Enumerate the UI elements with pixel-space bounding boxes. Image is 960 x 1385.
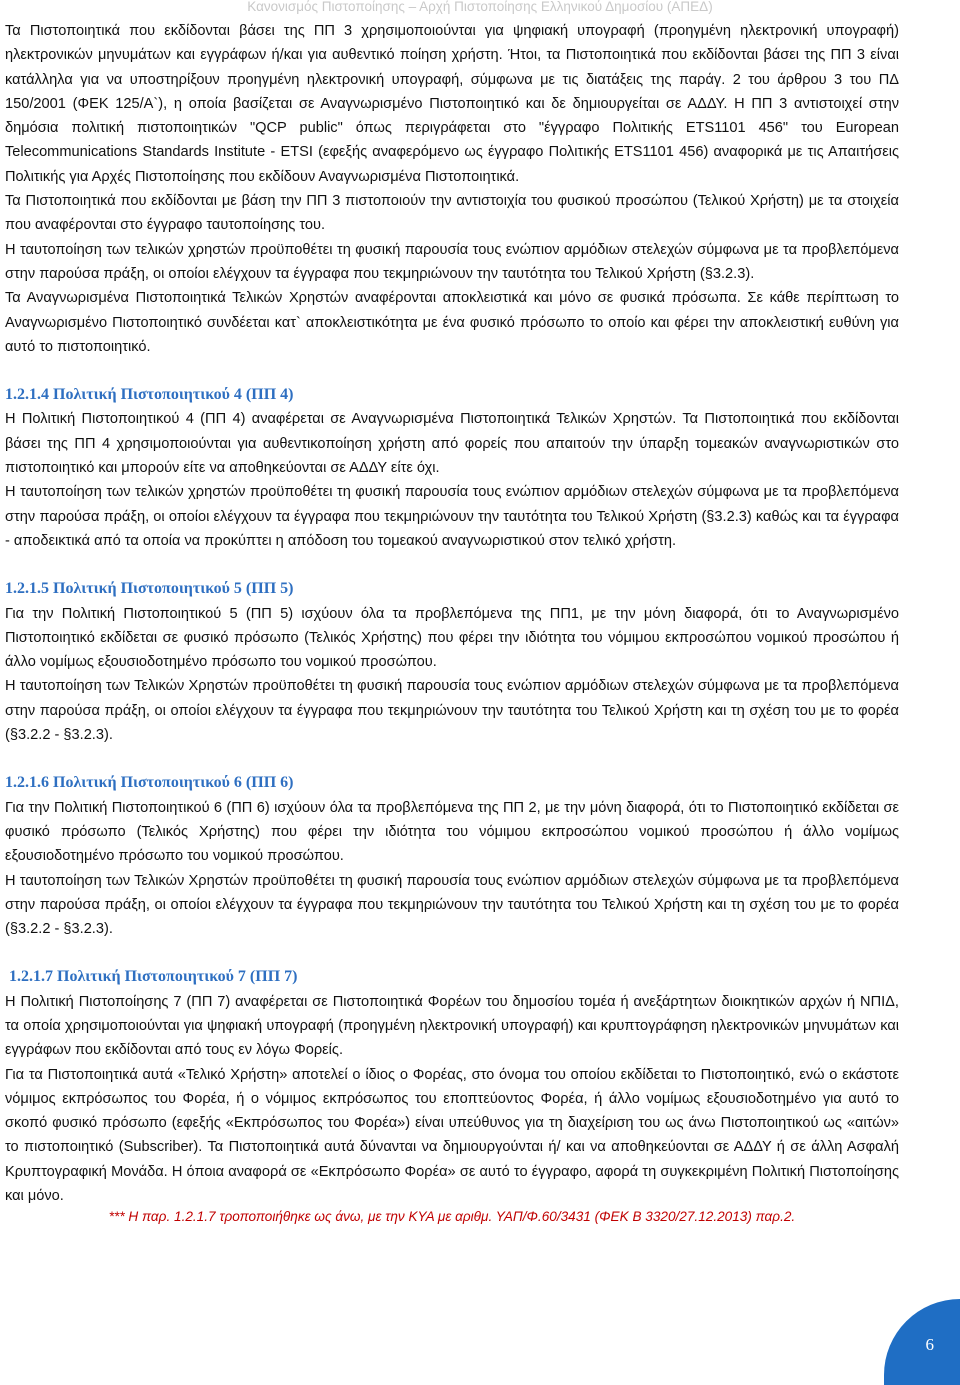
paragraph: Για την Πολιτική Πιστοποιητικού 5 (ΠΠ 5) ισχύουν όλα τα προβλεπόμενα της ΠΠ1, με την μόνη διαφορά, ότι το Αναγνωρισμένο Πιστοποιητικό εκδίδεται σε φυσικό πρόσωπο (Τελικός Χρήστης) που φέρει την ιδιότητα του νόμιμου εκπροσώπου νομικού προσώπου ή άλλο νομίμως εξουσιοδοτημένο πρόσωπο του νομικού προσώπου. — [5, 605, 899, 671]
paragraph: Η Πολιτική Πιστοποίησης 7 (ΠΠ 7) αναφέρεται σε Πιστοποιητικά Φορέων του δημοσίου τομέα ή ανεξάρτητων διοικητικών αρχών ή ΝΠΙΔ, τα οποία χρησιμοποιούνται για ψηφιακή υπογραφή (προηγμένη ηλεκτρονική υπογραφή) και κρυπτογράφηση ηλεκτρονικών μηνυμάτων και εγγράφων που εκδίδονται από τους εν λόγω Φορείς. — [5, 993, 899, 1059]
page-number: 6 — [925, 1335, 934, 1354]
paragraph: Για τα Πιστοποιητικά αυτά «Τελικό Χρήστη» αποτελεί ο ίδιος ο Φορέας, στο όνομα του οποίου εκδίδεται το Πιστοποιητικό, ενώ ο εκάστοτε νόμιμος εκπρόσωπος του Φορέα, ή ο νόμιμος εκπρόσωπος του εποπτεύοντος Φορέα, ή άλλο νομίμως εξουσιοδοτημένο για αυτό το σκοπό φυσικό πρόσωπο (εφεξής «Εκπρόσωπος του Φορέα») είναι υπεύθυνος για τη διαχείριση του ως άνω Πιστοποιητικού ως «αιτών» το πιστοποιητικό (Subscriber). Τα Πιστοποιητικά αυτά δύνανται να δημιουργούνται ή/ και να αποθηκεύονται σε ΑΔΔΥ ή σε άλλη Ασφαλή Κρυπτογραφική Μονάδα. Η όποια αναφορά σε «Εκπρόσωπο Φορέα» σε αυτό το έγγραφο, αφορά τη συγκεκριμένη Πολιτική Πιστοποίησης και μόνο. — [5, 1066, 899, 1205]
document-body — [5, 19, 899, 1226]
paragraph: Τα Αναγνωρισμένα Πιστοποιητικά Τελικών Χρηστών αναφέρονται αποκλειστικά και μόνο σε φυσικά πρόσωπα. Σε κάθε περίπτωση το Αναγνωρισμένο Πιστοποιητικό συνδέεται κατ` αποκλειστικότητα με ένα φυσικό πρόσωπο το οποίο και φέρει την αποκλειστική ευθύνη για αυτό το πιστοποιητικό. — [5, 290, 899, 355]
section-heading-1-2-1-6: 1.2.1.6 Πολιτική Πιστοποιητικού 6 (ΠΠ 6) — [5, 774, 294, 792]
paragraph: Η ταυτοποίηση των τελικών χρηστών προϋποθέτει τη φυσική παρουσία τους ενώπιον αρμόδιων στελεχών σύμφωνα με τα προβλεπόμενα στην παρούσα πράξη, οι οποίοι ελέγχουν τα έγγραφα που τεκμηριώνουν την ταυτότητα του Τελικού Χρήστη (§3.2.3). — [5, 241, 899, 282]
section-heading-1-2-1-7: 1.2.1.7 Πολιτική Πιστοποιητικού 7 (ΠΠ 7) — [9, 968, 298, 986]
paragraph: Η ταυτοποίηση των Τελικών Χρηστών προϋποθέτει τη φυσική παρουσία τους ενώπιον αρμόδιων στελεχών σύμφωνα με τα προβλεπόμενα στην παρούσα πράξη, οι οποίοι ελέγχουν τα έγγραφα που τεκμηριώνουν την ταυτότητα του Τελικού Χρήστη και τη σχέση του με το φορέα (§3.2.2 - §3.2.3). — [5, 678, 899, 744]
section-heading-1-2-1-5: 1.2.1.5 Πολιτική Πιστοποιητικού 5 (ΠΠ 5) — [5, 580, 294, 598]
amendment-note: *** Η παρ. 1.2.1.7 τροποποιήθηκε ως άνω, με την ΚΥΑ με αριθμ. ΥΑΠ/Φ.60/3431 (ΦΕΚ Β 3320/27.12.2013) παρ.2. — [108, 1209, 796, 1225]
page-header: Κανονισμός Πιστοποίησης – Αρχή Πιστοποίησης Ελληνικού Δημοσίου (ΑΠΕΔ) — [247, 0, 713, 14]
section-heading-1-2-1-4: 1.2.1.4 Πολιτική Πιστοποιητικού 4 (ΠΠ 4) — [5, 386, 294, 404]
paragraph: Η Πολιτική Πιστοποιητικού 4 (ΠΠ 4) αναφέρεται σε Αναγνωρισμένα Πιστοποιητικά Τελικών Χρηστών. Τα Πιστοποιητικά που εκδίδονται βάσει της ΠΠ 4 χρησιμοποιούνται για αυθεντικοποίηση χρήστη από φορείς που απαιτούν την ύπαρξη τομεακών αναγνωριστικών στο πιστοποιητικό και μπορούν είτε να αποθηκεύονται σε ΑΔΔΥ είτε όχι. — [5, 411, 899, 477]
paragraph: Τα Πιστοποιητικά που εκδίδονται βάσει της ΠΠ 3 χρησιμοποιούνται για ψηφιακή υπογραφή (προηγμένη ηλεκτρονική υπογραφή) ηλεκτρονικών μηνυμάτων και εγγράφων ή/και για αυθεντικό ποίηση χρήστη. Ήτοι, τα Πιστοποιητικά που εκδίδονται βάσει της ΠΠ 3 είναι κατάλληλα για να υποστηρίξουν προηγμένη ηλεκτρονική υπογραφή, σύμφωνα με τις διατάξεις της παράγ. 2 του άρθρου 3 του ΠΔ 150/2001 (ΦΕΚ 125/Α`), η οποία βασίζεται σε Αναγνωρισμένο Πιστοποιητικό και δε δημιουργείται σε ΑΔΔΥ. Η ΠΠ 3 αντιστοιχεί στην δημόσια πολιτική πιστοποιητικών "QCP public" όπως περιγράφεται στο "έγγραφο Πολιτικής ETS1101 456" του European Telecommunications Standards Institute - ETSI (εφεξής αναφερόμενο ως έγγραφο Πολιτικής ETS1101 456) αναφορικά με τις Απαιτήσεις Πολιτικής για Αρχές Πιστοποίησης που εκδίδουν Αναγνωρισμένα Πιστοποιητικά. — [5, 23, 899, 185]
paragraph: Η ταυτοποίηση των Τελικών Χρηστών προϋποθέτει τη φυσική παρουσία τους ενώπιον αρμόδιων στελεχών σύμφωνα με τα προβλεπόμενα στην παρούσα πράξη, οι οποίοι ελέγχουν τα έγγραφα που τεκμηριώνουν την ταυτότητα του Τελικού Χρήστη και τη σχέση του με το φορέα (§3.2.2 - §3.2.3). — [5, 872, 899, 938]
page-corner-decoration — [884, 1299, 960, 1385]
paragraph: Η ταυτοποίηση των τελικών χρηστών προϋποθέτει τη φυσική παρουσία τους ενώπιον αρμόδιων στελεχών σύμφωνα με τα προβλεπόμενα στην παρούσα πράξη, οι οποίοι ελέγχουν τα έγγραφα που τεκμηριώνουν την ταυτότητα του Τελικού Χρήστη (§3.2.3) καθώς και τα έγγραφα - αποδεικτικά από τα οποία να προκύπτει η απόδοση του τομεακού αναγνωριστικού στον τελικό χρήστη. — [5, 484, 899, 549]
paragraph: Τα Πιστοποιητικά που εκδίδονται με βάση την ΠΠ 3 πιστοποιούν την αντιστοιχία του φυσικού προσώπου (Τελικού Χρήστη) με τα στοιχεία που αναφέρονται στο έγγραφο ταυτοποίησης του. — [5, 193, 899, 234]
paragraph: Για την Πολιτική Πιστοποιητικού 6 (ΠΠ 6) ισχύουν όλα τα προβλεπόμενα της ΠΠ 2, με την μόνη διαφορά, ότι το Πιστοποιητικό εκδίδεται σε φυσικό πρόσωπο (Τελικός Χρήστης) που φέρει την ιδιότητα του νόμιμου εκπροσώπου νομικού προσώπου ή άλλο νομίμως εξουσιοδοτημένο πρόσωπο του νομικού προσώπου. — [5, 799, 899, 865]
